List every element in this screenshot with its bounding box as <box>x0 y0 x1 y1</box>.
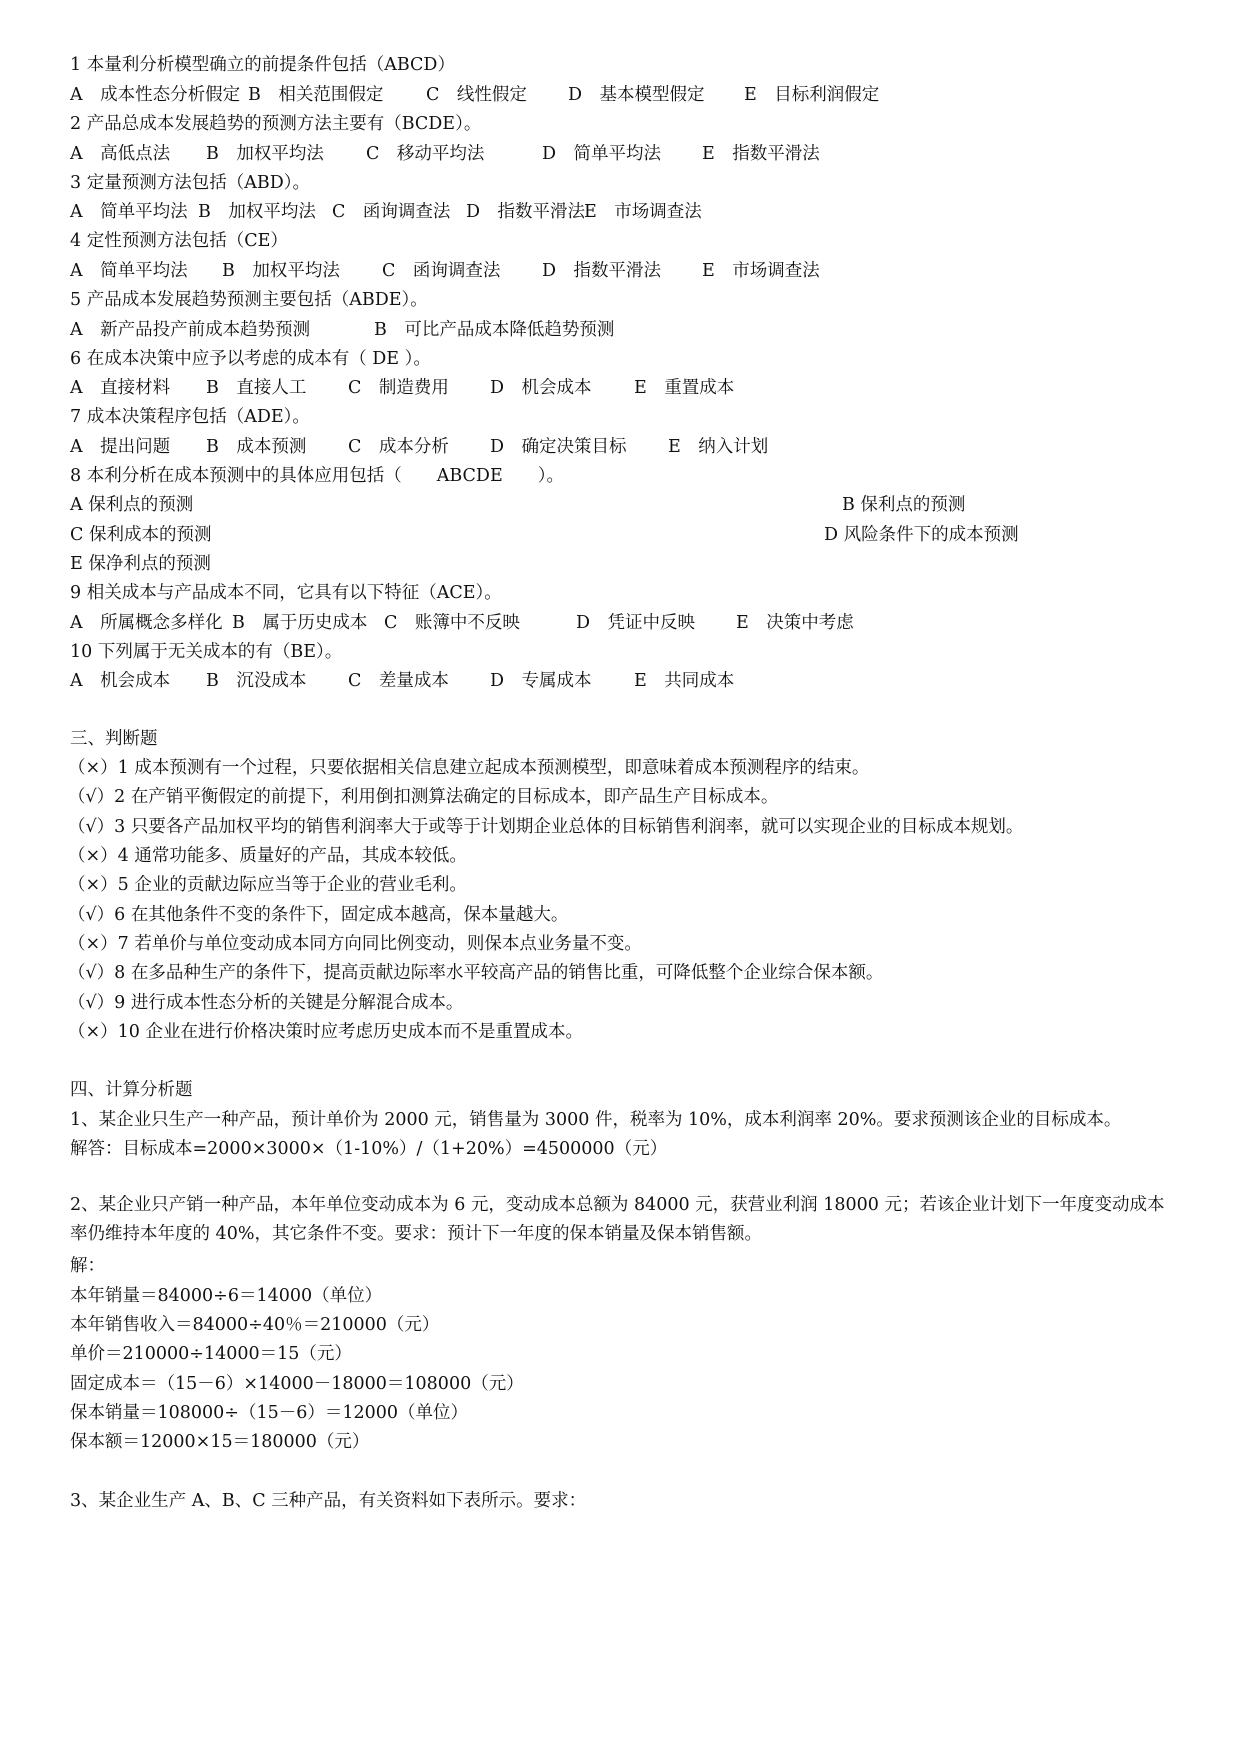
solution-step-3: 单价＝210000÷14000＝15（元） <box>70 1344 352 1364</box>
option-d: D 机会成本 <box>490 378 592 398</box>
option-e: E 目标利润假定 <box>744 85 880 105</box>
option-c: C 线性假定 <box>426 85 527 105</box>
solution-step-6: 保本额＝12000×15＝180000（元） <box>70 1432 370 1452</box>
option-c: C 成本分析 <box>348 437 449 457</box>
question-3-options <box>70 200 1180 224</box>
option-b: B 加权平均法 <box>222 261 340 281</box>
option-a: A 所属概念多样化 <box>70 613 223 633</box>
option-a: A 高低点法 <box>70 144 171 164</box>
option-c: C 函询调查法 <box>332 202 451 222</box>
question-10-options <box>70 669 1180 693</box>
question-6: 6 在成本决策中应予以考虑的成本有（ DE ）。 <box>70 349 431 369</box>
question-4: 4 定性预测方法包括（CE） <box>70 231 288 251</box>
section-title-calc: 四、计算分析题 <box>70 1080 193 1100</box>
solution-step-4: 固定成本＝（15－6）×14000－18000＝108000（元） <box>70 1374 524 1394</box>
option-a: A 提出问题 <box>70 437 171 457</box>
judge-item-5: （×）5 企业的贡献边际应当等于企业的营业毛利。 <box>68 875 467 895</box>
solution-step-5: 保本销量＝108000÷（15－6）＝12000（单位） <box>70 1403 469 1423</box>
option-a: A 保利点的预测 <box>70 495 194 515</box>
question-8-options-row2 <box>70 523 1180 547</box>
question-4-options <box>70 259 1180 283</box>
calc-problem-3: 3、某企业生产 A、B、C 三种产品，有关资料如下表所示。要求： <box>70 1491 587 1511</box>
option-b: B 成本预测 <box>206 437 307 457</box>
option-d: D 确定决策目标 <box>490 437 627 457</box>
option-a: A 直接材料 <box>70 378 171 398</box>
option-b: B 直接人工 <box>206 378 307 398</box>
question-8-options-row3 <box>70 552 1180 576</box>
option-e: E 共同成本 <box>634 671 735 691</box>
judge-item-9: （√）9 进行成本性态分析的关键是分解混合成本。 <box>68 993 464 1013</box>
question-1: 1 本量利分析模型确立的前提条件包括（ABCD） <box>70 55 455 75</box>
option-d: D 专属成本 <box>490 671 592 691</box>
question-9-options <box>70 611 1180 635</box>
option-c: C 制造费用 <box>348 378 449 398</box>
option-c: C 差量成本 <box>348 671 449 691</box>
judge-item-4: （×）4 通常功能多、质量好的产品，其成本较低。 <box>68 846 467 866</box>
question-7-options <box>70 435 1180 459</box>
option-e: E 纳入计划 <box>668 437 769 457</box>
judge-item-2: （√）2 在产销平衡假定的前提下，利用倒扣测算法确定的目标成本，即产品生产目标成本。 <box>68 787 779 807</box>
question-8: 8 本利分析在成本预测中的具体应用包括（ ABCDE ）。 <box>70 466 564 486</box>
judge-item-3: （√）3 只要各产品加权平均的销售利润率大于或等于计划期企业总体的目标销售利润率，就可以实现企业的目标成本规划。 <box>68 817 1024 837</box>
calc-answer-1: 解答：目标成本=2000×3000×（1-10%）/（1+20%）=4500000（元） <box>70 1139 668 1159</box>
option-d: D 风险条件下的成本预测 <box>824 525 1019 545</box>
judge-item-6: （√）6 在其他条件不变的条件下，固定成本越高，保本量越大。 <box>68 905 569 925</box>
question-6-options <box>70 376 1180 400</box>
calc-problem-1: 1、某企业只生产一种产品，预计单价为 2000 元，销售量为 3000 件，税率为 10%，成本利润率 20%。要求预测该企业的目标成本。 <box>70 1110 1122 1130</box>
option-d: D 凭证中反映 <box>576 613 696 633</box>
option-c: C 账簿中不反映 <box>384 613 520 633</box>
question-5: 5 产品成本发展趋势预测主要包括（ABDE）。 <box>70 290 428 310</box>
question-5-options <box>70 318 1180 342</box>
option-e: E 保净利点的预测 <box>70 554 211 574</box>
option-d: D 指数平滑法 <box>542 261 662 281</box>
option-b: B 属于历史成本 <box>232 613 368 633</box>
option-a: A 简单平均法 <box>70 202 188 222</box>
option-b: B 加权平均法 <box>206 144 324 164</box>
option-d: D 简单平均法 <box>542 144 662 164</box>
option-a: A 新产品投产前成本趋势预测 <box>70 320 311 340</box>
option-e: E 指数平滑法 <box>702 144 820 164</box>
option-d: D 基本模型假定 <box>568 85 705 105</box>
question-3: 3 定量预测方法包括（ABD）。 <box>70 173 310 193</box>
question-7: 7 成本决策程序包括（ADE）。 <box>70 407 310 427</box>
option-e: E 决策中考虑 <box>736 613 854 633</box>
question-9: 9 相关成本与产品成本不同，它具有以下特征（ACE）。 <box>70 583 502 603</box>
solve-label: 解： <box>70 1256 105 1276</box>
option-c: C 移动平均法 <box>366 144 485 164</box>
question-2: 2 产品总成本发展趋势的预测方法主要有（BCDE）。 <box>70 114 482 134</box>
option-a: A 成本性态分析假定 <box>70 85 241 105</box>
option-e: E 市场调查法 <box>584 202 702 222</box>
question-1-options <box>70 83 1180 107</box>
option-c: C 保利成本的预测 <box>70 525 212 545</box>
section-title-judge: 三、判断题 <box>70 729 158 749</box>
option-a: A 简单平均法 <box>70 261 188 281</box>
judge-item-1: （×）1 成本预测有一个过程，只要依据相关信息建立起成本预测模型，即意味着成本预测程序的结束。 <box>68 758 870 778</box>
option-b: B 可比产品成本降低趋势预测 <box>374 320 615 340</box>
option-c: C 函询调查法 <box>382 261 501 281</box>
question-2-options <box>70 142 1180 166</box>
option-e: E 重置成本 <box>634 378 735 398</box>
option-b: B 保利点的预测 <box>842 495 966 515</box>
option-a: A 机会成本 <box>70 671 171 691</box>
solution-step-2: 本年销售收入＝84000÷40％＝210000（元） <box>70 1315 440 1335</box>
solution-step-1: 本年销量＝84000÷6＝14000（单位） <box>70 1286 383 1306</box>
question-8-options-row1 <box>70 493 1180 517</box>
question-10: 10 下列属于无关成本的有（BE）。 <box>70 642 343 662</box>
option-b: B 相关范围假定 <box>248 85 384 105</box>
option-b: B 沉没成本 <box>206 671 307 691</box>
calc-problem-2: 2、某企业只产销一种产品，本年单位变动成本为 6 元，变动成本总额为 84000 元，获营业利润 18000 元；若该企业计划下一年度变动成本率仍维持本年度的 40%，其它条件不变。要求：预计下一年度的保本销量及保本销售额。 <box>70 1195 1165 1244</box>
option-b: B 加权平均法 <box>198 202 316 222</box>
judge-item-8: （√）8 在多品种生产的条件下，提高贡献边际率水平较高产品的销售比重，可降低整个企业综合保本额。 <box>68 963 884 983</box>
judge-item-10: （×）10 企业在进行价格决策时应考虑历史成本而不是重置成本。 <box>68 1022 583 1042</box>
option-e: E 市场调查法 <box>702 261 820 281</box>
judge-item-7: （×）7 若单价与单位变动成本同方向同比例变动，则保本点业务量不变。 <box>68 934 642 954</box>
option-d: D 指数平滑法 <box>466 202 586 222</box>
